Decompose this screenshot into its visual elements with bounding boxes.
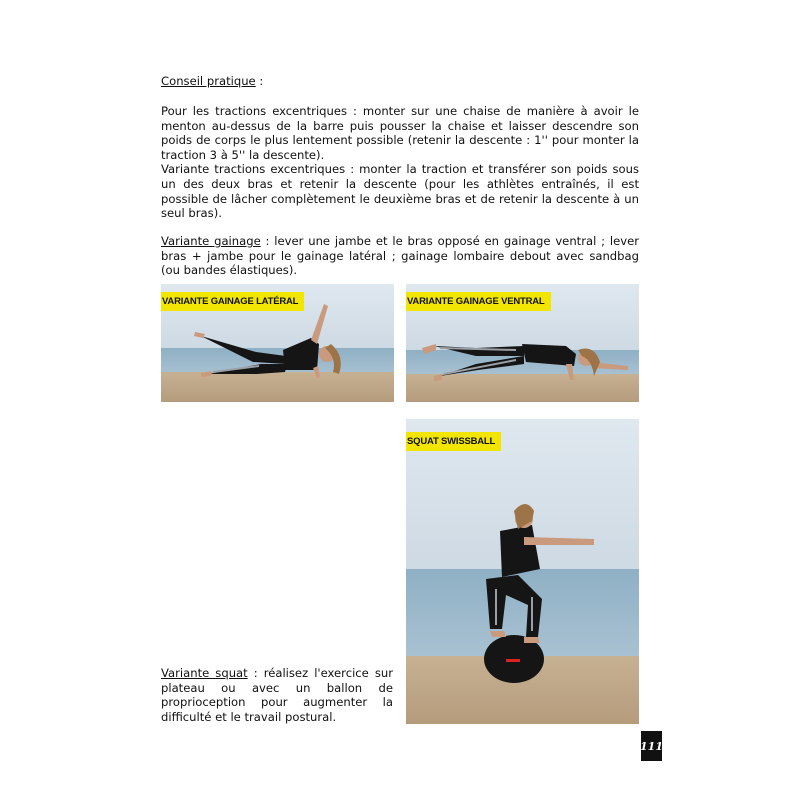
gainage-label: Variante gainage (161, 234, 261, 248)
lateral-label: VARIANTE GAINAGE LATÉRAL (161, 292, 304, 311)
heading-colon: : (255, 74, 264, 88)
page-number: 111 (641, 731, 662, 761)
variante-tractions-text: Variante tractions excentriques : monter la traction et transférer son poids sous un des deux bras et retenir la descente (pour les athlètes entraînés, il est possible de lâcher complètement le deuxième bras et de retenir la descente à un seul bras). (161, 162, 639, 221)
squat-variant-text: : réalisez l'exercice sur plateau ou avec un ballon de proprioception pour augmenter la difficulté et le travail postural. (161, 666, 393, 724)
photo-squat-swissball (406, 419, 639, 724)
squat-variant-label: Variante squat (161, 666, 248, 680)
squat-figure (406, 419, 639, 724)
paragraph-tractions (161, 104, 639, 221)
gainage-text: : lever une jambe et le bras opposé en gainage ventral ; lever bras + jambe pour le gainage latéral ; gainage lombaire debout avec sandbag (ou bandes élastiques). (161, 234, 639, 278)
photo-gainage-lateral (161, 284, 394, 402)
photo-gainage-ventral (406, 284, 639, 402)
ventral-label: VARIANTE GAINAGE VENTRAL (406, 292, 551, 311)
paragraph-squat (161, 666, 393, 724)
heading-text: Conseil pratique (161, 74, 256, 88)
paragraph-gainage (161, 234, 639, 278)
section-heading (161, 74, 639, 89)
tractions-text: Pour les tractions excentriques : monter sur une chaise de manière à avoir le menton au-dessus de la barre puis pousser la chaise et laisser descendre son poids de corps le plus lentement possible (retenir la descente : 1'' pour monter la traction 3 à 5'' la descente). (161, 104, 639, 162)
squat-label: SQUAT SWISSBALL (406, 432, 501, 451)
